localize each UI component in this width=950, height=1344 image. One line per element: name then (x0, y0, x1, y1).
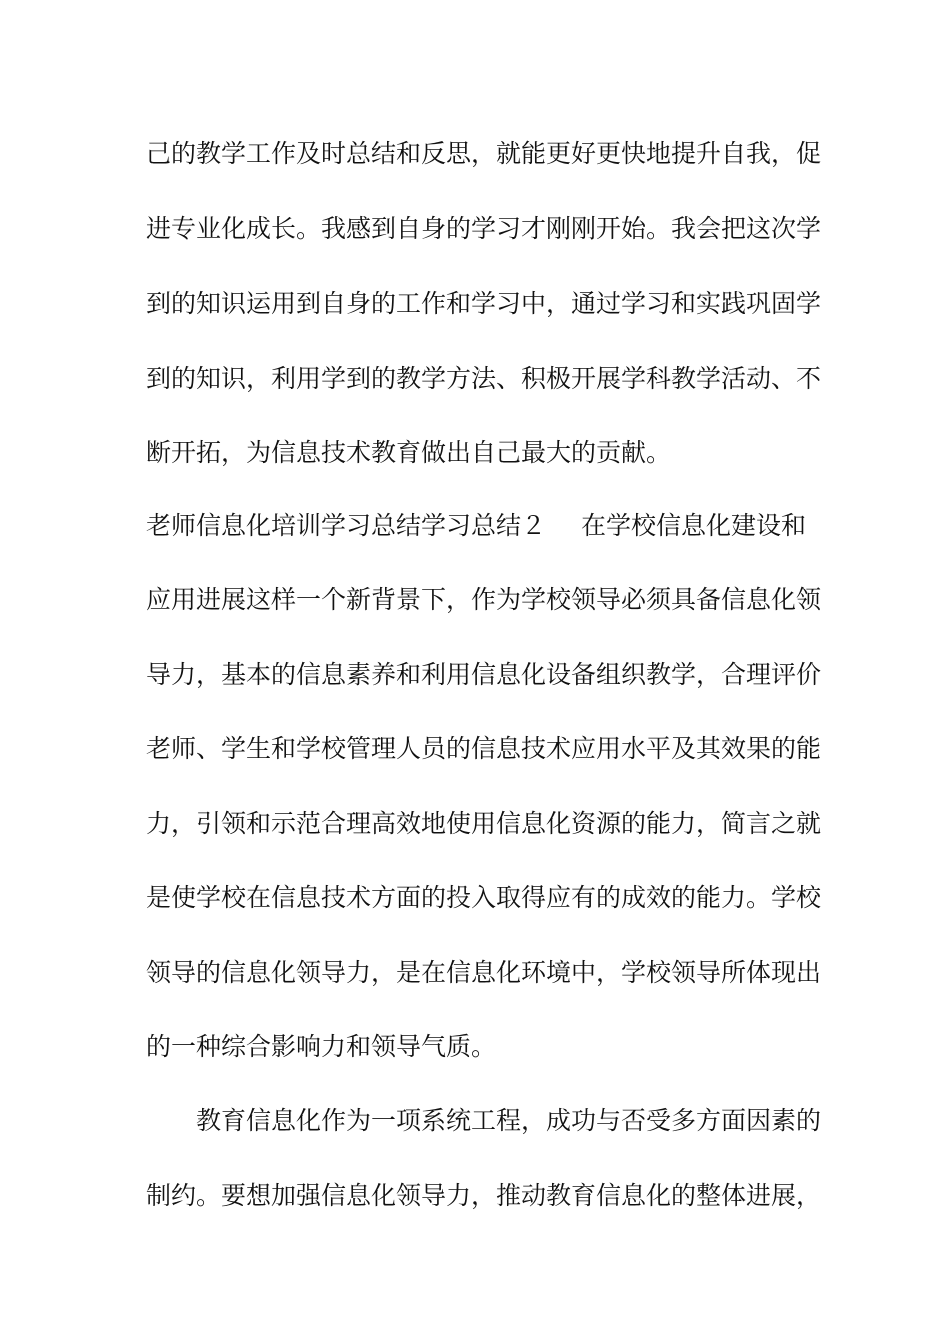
paragraph-line: 领导的信息化领导力，是在信息化环境中，学校领导所体现出 (146, 958, 822, 987)
paragraph-line: 到的知识运用到自身的工作和学习中，通过学习和实践巩固学 (146, 289, 822, 318)
section-heading-title: 老师信息化培训学习总结学习总结２ (146, 511, 547, 540)
paragraph-line: 力，引领和示范合理高效地使用信息化资源的能力，简言之就 (146, 809, 822, 838)
paragraph-line: 应用进展这样一个新背景下，作为学校领导必须具备信息化领 (146, 585, 822, 614)
paragraph-line: 老师、学生和学校管理人员的信息技术应用水平及其效果的能 (146, 734, 822, 763)
paragraph-line: 的一种综合影响力和领导气质。 (146, 1032, 497, 1061)
section-heading-line (146, 506, 806, 546)
paragraph-line: 进专业化成长。我感到自身的学习才刚刚开始。我会把这次学 (146, 214, 822, 243)
paragraph-line: 断开拓，为信息技术教育做出自己最大的贡献。 (146, 438, 672, 467)
paragraph-line: 是使学校在信息技术方面的投入取得应有的成效的能力。学校 (146, 883, 822, 912)
paragraph-line: 到的知识，利用学到的教学方法、积极开展学科教学活动、不 (146, 364, 822, 393)
paragraph-line: 教育信息化作为一项系统工程，成功与否受多方面因素的 (196, 1106, 822, 1135)
paragraph-line: 制约。要想加强信息化领导力，推动教育信息化的整体进展， (146, 1181, 822, 1210)
paragraph-line: 导力，基本的信息素养和利用信息化设备组织教学，合理评价 (146, 660, 822, 689)
paragraph-line: 己的教学工作及时总结和反思，就能更好更快地提升自我，促 (146, 139, 822, 168)
section-heading-continuation: 在学校信息化建设和 (580, 511, 806, 540)
